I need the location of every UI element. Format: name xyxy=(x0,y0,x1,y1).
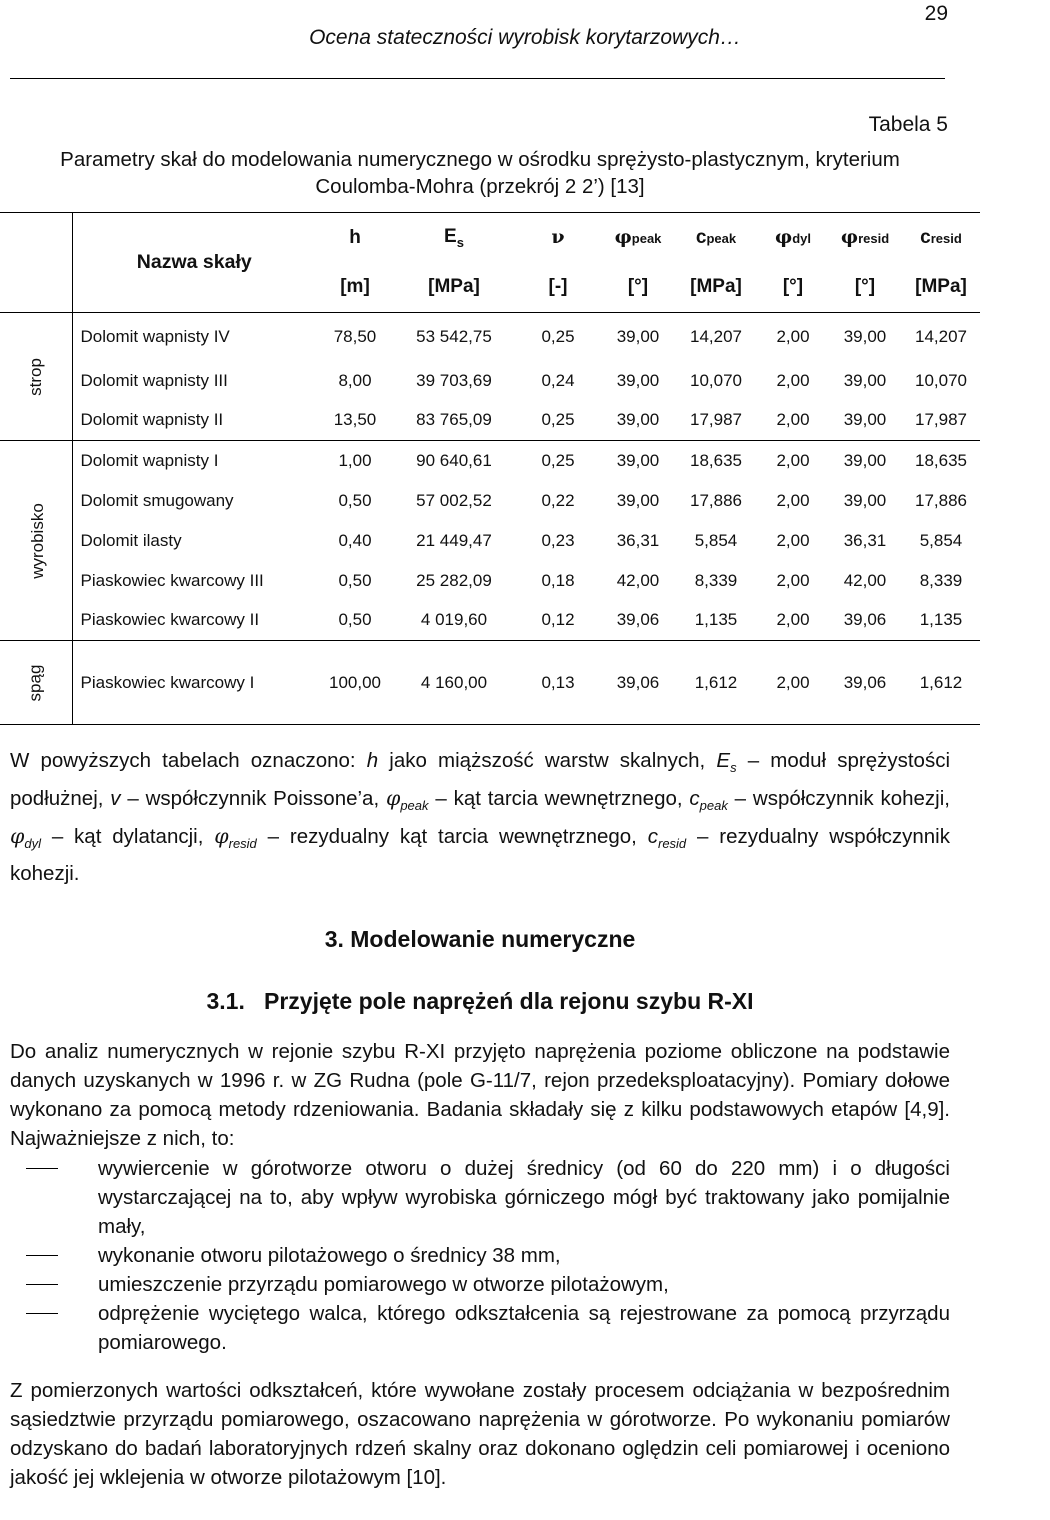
cell-h: 13,50 xyxy=(333,410,377,430)
cell-phi-resid: 39,00 xyxy=(843,326,887,346)
cell-phi-resid: 39,00 xyxy=(843,450,887,470)
cell-rock-name: Dolomit smugowany xyxy=(72,481,316,521)
cell-phi-peak: 39,00 xyxy=(616,410,660,430)
cell-rock-name: Dolomit wapnisty II xyxy=(72,401,316,441)
group-spag: spąg xyxy=(0,641,72,725)
cell-h: 100,00 xyxy=(329,672,381,692)
header-phi-resid: φresid xyxy=(840,226,890,249)
table-caption xyxy=(0,146,960,200)
table-row xyxy=(0,481,980,521)
cell-phi-resid: 36,31 xyxy=(843,530,887,550)
cell-nu: 0,12 xyxy=(541,610,575,630)
table-row xyxy=(0,561,980,601)
cell-h: 8,00 xyxy=(338,370,372,390)
cell-es: 39 703,69 xyxy=(416,370,492,390)
cell-h: 0,50 xyxy=(338,610,372,630)
cell-phi-resid: 39,00 xyxy=(843,370,887,390)
cell-es: 21 449,47 xyxy=(416,530,492,550)
cell-h: 78,50 xyxy=(333,326,377,346)
cell-c-resid: 1,612 xyxy=(919,672,963,692)
cell-rock-name: Dolomit wapnisty III xyxy=(72,361,316,401)
unit-c-peak: [MPa] xyxy=(690,276,742,298)
cell-nu: 0,24 xyxy=(541,370,575,390)
cell-c-resid: 8,339 xyxy=(919,570,963,590)
cell-es: 4 160,00 xyxy=(420,672,488,692)
cell-h: 1,00 xyxy=(338,450,372,470)
running-header: Ocena stateczności wyrobisk korytarzowych… xyxy=(309,26,741,49)
header-c-resid: cresid xyxy=(920,226,962,248)
cell-phi-dyl: 2,00 xyxy=(776,410,810,430)
cell-c-peak: 5,854 xyxy=(694,530,738,550)
table-caption-line-1: Parametry skał do modelowania numerycznego w ośrodku sprężysto-plastycznym, kryterium xyxy=(60,148,900,171)
table-row xyxy=(0,521,980,561)
cell-nu: 0,23 xyxy=(541,530,575,550)
table-row xyxy=(0,361,980,401)
cell-nu: 0,22 xyxy=(541,490,575,510)
cell-phi-peak: 39,06 xyxy=(616,672,660,692)
cell-c-peak: 10,070 xyxy=(690,370,742,390)
cell-nu: 0,25 xyxy=(541,326,575,346)
cell-c-peak: 14,207 xyxy=(690,326,742,346)
unit-phi-resid: [°] xyxy=(854,276,876,298)
cell-c-peak: 17,987 xyxy=(690,410,742,430)
cell-c-peak: 1,612 xyxy=(694,672,738,692)
cell-h: 0,50 xyxy=(338,570,372,590)
table-row xyxy=(0,641,980,725)
cell-phi-dyl: 2,00 xyxy=(776,450,810,470)
list-item: odprężenie wyciętego walca, którego odkształcenia są rejestrowane za pomocą przyrządu pomiarowego. xyxy=(10,1299,950,1357)
cell-c-resid: 17,987 xyxy=(915,410,967,430)
cell-c-resid: 5,854 xyxy=(919,530,963,550)
cell-phi-dyl: 2,00 xyxy=(776,530,810,550)
cell-c-peak: 1,135 xyxy=(694,610,738,630)
cell-es: 53 542,75 xyxy=(416,326,492,346)
cell-phi-dyl: 2,00 xyxy=(776,326,810,346)
cell-h: 0,50 xyxy=(338,490,372,510)
cell-rock-name: Piaskowiec kwarcowy II xyxy=(72,601,316,641)
table-body xyxy=(0,313,980,725)
steps-list xyxy=(10,1154,950,1357)
cell-phi-peak: 39,00 xyxy=(616,450,660,470)
conclusion-paragraph: Z pomierzonych wartości odkształceń, które wywołane zostały procesem odciążania w bezpośrednim sąsiedztwie przyrządu pomiarowego, oszacowano naprężenia w górotworze. Po wykonaniu pomiarów odzyskano do badań laboratoryjnych rdzeń skalny oraz dokonano oględzin celi pomiarowej i oceniono jakość jej wklejenia w otworze pilotażowym [10]. xyxy=(10,1379,950,1489)
cell-phi-resid: 39,00 xyxy=(843,490,887,510)
header-c-peak: cpeak xyxy=(695,226,737,248)
cell-phi-resid: 39,06 xyxy=(843,610,887,630)
header-es: $E_s$ xyxy=(444,225,464,250)
cell-c-resid: 18,635 xyxy=(915,450,967,470)
header-phi-dyl: φdyl xyxy=(775,226,811,249)
cell-nu: 0,13 xyxy=(541,672,575,692)
table-row xyxy=(0,401,980,441)
cell-rock-name: Piaskowiec kwarcowy III xyxy=(72,561,316,601)
unit-nu: [-] xyxy=(548,276,568,298)
unit-phi-peak: [°] xyxy=(627,276,649,298)
dash-bullet xyxy=(26,1255,58,1256)
rock-parameters-table xyxy=(0,212,980,725)
subsection-title: 3.1. Przyjęte pole naprężeń dla rejonu szybu R-XI xyxy=(206,988,754,1014)
group-header-empty xyxy=(0,213,72,313)
cell-c-peak: 18,635 xyxy=(690,450,742,470)
dash-bullet xyxy=(26,1313,58,1314)
table-label: Tabela 5 xyxy=(868,113,948,136)
cell-phi-dyl: 2,00 xyxy=(776,370,810,390)
cell-es: 57 002,52 xyxy=(416,490,492,510)
cell-nu: 0,25 xyxy=(541,450,575,470)
cell-es: 83 765,09 xyxy=(416,410,492,430)
cell-phi-peak: 39,00 xyxy=(616,490,660,510)
cell-phi-dyl: 2,00 xyxy=(776,610,810,630)
unit-h: [m] xyxy=(340,276,370,298)
list-item: wywiercenie w górotworze otworu o dużej średnicy (od 60 do 220 mm) i o długości wystarczającej na to, aby wpływ wyrobiska górniczego mógł być traktowany jako pomijalnie mały, xyxy=(10,1154,950,1241)
unit-c-resid: [MPa] xyxy=(915,276,967,298)
header-phi-peak: φpeak xyxy=(614,226,662,249)
cell-phi-peak: 39,00 xyxy=(616,370,660,390)
cell-c-resid: 17,886 xyxy=(915,490,967,510)
cell-es: 90 640,61 xyxy=(416,450,492,470)
intro-paragraph: Do analiz numerycznych w rejonie szybu R-XI przyjęto naprężenia poziome obliczone na podstawie danych uzyskanych w 1996 r. w ZG Rudna (pole G-11/7, rejon przedeksploatacyjny). Pomiary dołowe wykonano za pomocą metody rdzeniowania. Badania składały się z kilku podstawowych etapów [4,9]. Najważniejsze z nich, to: xyxy=(10,1040,950,1150)
unit-es: [MPa] xyxy=(428,276,480,298)
header-rule xyxy=(10,78,945,79)
cell-c-peak: 8,339 xyxy=(694,570,738,590)
cell-phi-peak: 42,00 xyxy=(616,570,660,590)
cell-rock-name: Dolomit ilasty xyxy=(72,521,316,561)
list-item: wykonanie otworu pilotażowego o średnicy 38 mm, xyxy=(10,1241,950,1270)
cell-c-resid: 1,135 xyxy=(919,610,963,630)
header-h: h xyxy=(349,226,361,248)
group-wyrobisko: wyrobisko xyxy=(0,441,72,641)
cell-nu: 0,18 xyxy=(541,570,575,590)
table-row xyxy=(0,441,980,481)
cell-es: 4 019,60 xyxy=(420,610,488,630)
cell-c-resid: 10,070 xyxy=(915,370,967,390)
group-strop: strop xyxy=(0,313,72,441)
cell-phi-dyl: 2,00 xyxy=(776,570,810,590)
cell-phi-peak: 39,06 xyxy=(616,610,660,630)
cell-phi-resid: 42,00 xyxy=(843,570,887,590)
unit-phi-dyl: [°] xyxy=(782,276,804,298)
table-legend: W powyższych tabelach oznaczono: h jako miąższość warstw skalnych, $E_s$ – moduł sprężystości podłużnej, v – współczynnik Poissone’a, $\varphi_{peak}$ – kąt tarcia wewnętrznego, $c_{peak}$ – współczynnik kohezji, $\varphi_{dyl}$ – kąt dylatancji, $\varphi_{resid}$ – rezydualny kąt tarcia wewnętrznego, $c_{resid}$ – rezydualny współczynnik kohezji. xyxy=(10,749,951,886)
header-rock-name: Nazwa skały xyxy=(72,213,316,313)
header-nu: ν xyxy=(551,226,565,249)
page-number: 29 xyxy=(924,2,948,25)
header-row-symbols xyxy=(0,213,980,263)
dash-bullet xyxy=(26,1168,58,1169)
list-item: umieszczenie przyrządu pomiarowego w otworze pilotażowym, xyxy=(10,1270,950,1299)
table-caption-line-2: Coulomba-Mohra (przekrój 2 2’) [13] xyxy=(315,175,645,198)
cell-phi-dyl: 2,00 xyxy=(776,672,810,692)
cell-es: 25 282,09 xyxy=(416,570,492,590)
cell-c-peak: 17,886 xyxy=(690,490,742,510)
cell-phi-dyl: 2,00 xyxy=(776,490,810,510)
cell-phi-peak: 36,31 xyxy=(616,530,660,550)
cell-h: 0,40 xyxy=(338,530,372,550)
table-row xyxy=(0,601,980,641)
cell-rock-name: Piaskowiec kwarcowy I xyxy=(72,641,316,725)
cell-nu: 0,25 xyxy=(541,410,575,430)
cell-phi-resid: 39,00 xyxy=(843,410,887,430)
cell-phi-peak: 39,00 xyxy=(616,326,660,346)
section-title: 3. Modelowanie numeryczne xyxy=(324,926,636,952)
table-row xyxy=(0,313,980,361)
cell-phi-resid: 39,06 xyxy=(843,672,887,692)
cell-c-resid: 14,207 xyxy=(915,326,967,346)
cell-rock-name: Dolomit wapnisty I xyxy=(72,441,316,481)
dash-bullet xyxy=(26,1284,58,1285)
cell-rock-name: Dolomit wapnisty IV xyxy=(72,313,316,361)
